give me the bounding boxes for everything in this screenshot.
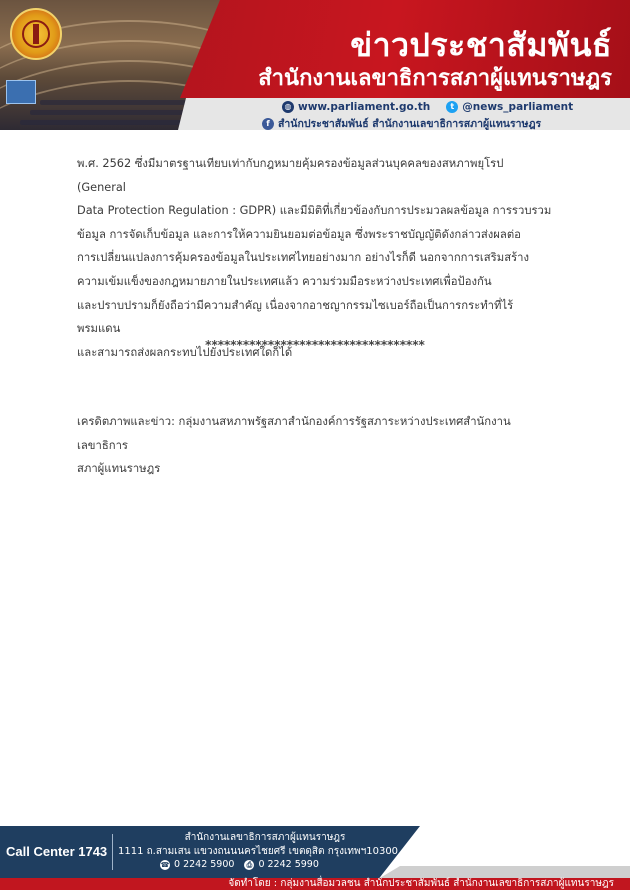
paragraph-line: ความเข้มแข็งของกฎหมายภายในประเทศแล้ว ความร่วมมือระหว่างประเทศเพื่อป้องกัน <box>77 274 492 288</box>
parliament-logo <box>10 8 62 60</box>
article-body <box>77 152 555 364</box>
credit-text <box>77 410 555 481</box>
credit-block <box>77 410 555 481</box>
twitter-icon: t <box>446 101 458 113</box>
twitter-handle[interactable]: @news_parliament <box>462 101 574 113</box>
fax-number[interactable]: 0 2242 5990 <box>258 859 319 870</box>
fax-icon: ⎙ <box>244 860 254 870</box>
section-divider: *********************************** <box>205 338 425 352</box>
facebook-page[interactable]: สำนักประชาสัมพันธ์ สำนักงานเลขาธิการสภาผู้แทนราษฎร <box>278 118 542 130</box>
footer-address: 1111 ถ.สามเสน แขวงถนนนครไชยศรี เขตดุสิต กรุงเทพฯ10300 <box>118 846 399 857</box>
paragraph-line: การเปลี่ยนแปลงการคุ้มครองข้อมูลในประเทศไทยอย่างมาก อย่างไรก็ดี นอกจากการเสริมสร้าง <box>77 251 530 265</box>
paragraph-line: Data Protection Regulation : GDPR) และมีมิติที่เกี่ยวข้องกับการประมวลผลข้อมูล การรวบรวม <box>77 204 552 218</box>
footer-produced-by: จัดทำโดย : กลุ่มงานสื่อมวลชน สำนักประชาสัมพันธ์ สำนักงานเลขาธิการสภาผู้แทนราษฎร <box>228 878 614 889</box>
globe-icon: ◍ <box>282 101 294 113</box>
page-header <box>0 0 630 130</box>
website-link[interactable]: www.parliament.go.th <box>298 101 431 113</box>
contact-row-top <box>282 101 573 113</box>
phone-number[interactable]: 0 2242 5900 <box>174 859 235 870</box>
page-footer <box>0 826 630 890</box>
credit-line: เครดิตภาพและข่าว: กลุ่มงานสหภาพรัฐสภาสำนักองค์การรัฐสภาระหว่างประเทศสำนักงานเลขาธิการ <box>77 415 511 452</box>
phone-icon: ☎ <box>160 860 170 869</box>
paragraph-line: และสามารถส่งผลกระทบไปยังประเทศใดก็ได้ <box>77 345 293 359</box>
credit-line: สภาผู้แทนราษฎร <box>77 462 161 476</box>
header-title: ข่าวประชาสัมพันธ์ <box>350 26 612 64</box>
footer-divider <box>112 834 113 870</box>
facebook-icon: f <box>262 118 274 130</box>
call-center-number[interactable]: Call Center 1743 <box>6 844 108 859</box>
contact-row-bottom <box>262 115 541 130</box>
header-subtitle: สำนักงานเลขาธิการสภาผู้แทนราษฎร <box>258 66 612 91</box>
footer-grey-stripe <box>380 866 630 878</box>
article-paragraph <box>77 152 555 364</box>
paragraph-line: ข้อมูล การจัดเก็บข้อมูล และการให้ความยินยอมต่อข้อมูล ซึ่งพระราชบัญญัติดังกล่าวส่งผลต่อ <box>77 227 521 241</box>
footer-org-name: สำนักงานเลขาธิการสภาผู้แทนราษฎร <box>184 832 346 843</box>
footer-phones <box>160 859 319 870</box>
paragraph-line: และปราบปรามก็ยังถือว่ามีความสำคัญ เนื่องจากอาชญากรรมไซเบอร์ถือเป็นการกระทำที่ไร้พรมแดน <box>77 298 514 336</box>
paragraph-line: พ.ศ. 2562 ซึ่งมีมาตรฐานเทียบเท่ากับกฎหมายคุ้มครองข้อมูลส่วนบุคคลของสหภาพยุโรป (General <box>77 157 504 194</box>
